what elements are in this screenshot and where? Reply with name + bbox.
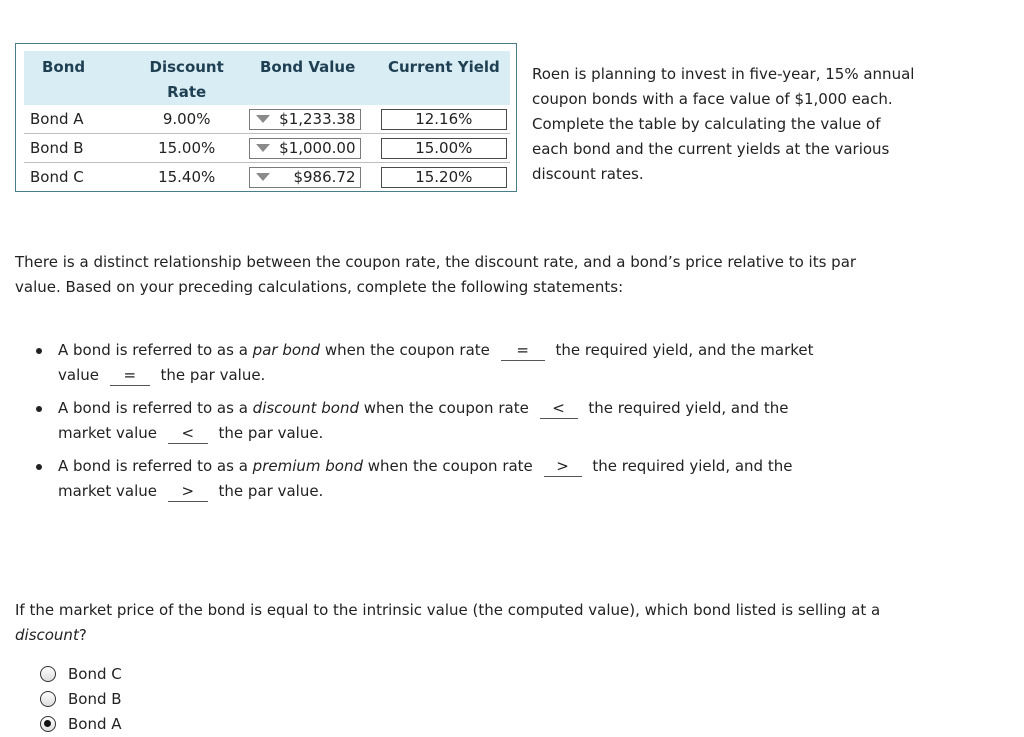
radio-button-icon[interactable] bbox=[40, 666, 56, 682]
bond-name-cell: Bond B bbox=[24, 134, 136, 163]
table-row bbox=[24, 134, 510, 163]
bond-value-amount: $1,000.00 bbox=[279, 139, 356, 157]
current-yield-cell bbox=[378, 163, 510, 192]
radio-label: Bond B bbox=[68, 689, 122, 708]
statement-term: par bond bbox=[252, 341, 321, 359]
question-body: If the market price of the bond is equal to the intrinsic value (the computed value), which bond listed is selling at a bbox=[15, 601, 881, 619]
discount-rate-cell: 15.40% bbox=[158, 168, 216, 186]
bond-value-amount: $1,233.38 bbox=[279, 110, 356, 128]
statement-term: premium bond bbox=[252, 457, 363, 475]
statement-text: when the coupon rate bbox=[362, 457, 533, 475]
bond-value-cell bbox=[238, 163, 378, 192]
bond-value-cell bbox=[238, 134, 378, 163]
statement-text: the required yield, and the market value bbox=[58, 457, 793, 500]
radio-option[interactable] bbox=[40, 686, 122, 711]
statement-text: the required yield, and the market value bbox=[58, 341, 814, 384]
radio-label: Bond C bbox=[68, 664, 122, 683]
discount-rate-cell: 9.00% bbox=[136, 105, 238, 134]
discount-rate-cell: 15.00% bbox=[136, 134, 238, 163]
header-bond-value: Bond Value bbox=[238, 51, 378, 105]
statement-text: when the coupon rate bbox=[320, 341, 490, 359]
comparison-select[interactable]: < bbox=[540, 398, 578, 419]
radio-button-icon[interactable] bbox=[40, 691, 56, 707]
table-row bbox=[24, 105, 510, 134]
bond-value-dropdown[interactable] bbox=[249, 167, 361, 188]
current-yield-input[interactable]: 12.16% bbox=[381, 109, 507, 130]
radio-option[interactable] bbox=[40, 661, 122, 686]
statement-item bbox=[30, 454, 830, 504]
bullet-icon bbox=[36, 406, 42, 412]
table-header-row bbox=[24, 51, 510, 105]
header-discount-rate: Discount Rate bbox=[136, 51, 238, 105]
bond-value-dropdown[interactable] bbox=[249, 138, 361, 159]
dropdown-arrow-icon bbox=[256, 115, 270, 123]
current-yield-input[interactable]: 15.00% bbox=[381, 138, 507, 159]
statement-text: A bond is referred to as a bbox=[58, 399, 253, 417]
comparison-select[interactable]: > bbox=[544, 456, 582, 477]
header-bond: Bond bbox=[24, 51, 136, 105]
bullet-icon bbox=[36, 464, 42, 470]
question-term: discount bbox=[15, 626, 79, 644]
statements-list bbox=[30, 338, 830, 512]
comparison-select[interactable]: > bbox=[168, 481, 208, 502]
answer-options bbox=[40, 661, 122, 736]
comparison-select[interactable]: = bbox=[110, 365, 150, 386]
current-yield-cell bbox=[378, 134, 510, 163]
radio-option[interactable] bbox=[40, 711, 122, 736]
bond-table bbox=[24, 51, 510, 191]
radio-button-selected-icon[interactable] bbox=[40, 716, 56, 732]
bond-value-amount: $986.72 bbox=[293, 168, 356, 186]
dropdown-arrow-icon bbox=[256, 173, 270, 181]
question-end: ? bbox=[78, 626, 87, 644]
statement-text: A bond is referred to as a bbox=[58, 341, 253, 359]
statement-text: A bond is referred to as a bbox=[58, 457, 253, 475]
bond-table-panel bbox=[15, 43, 517, 192]
radio-label: Bond A bbox=[68, 714, 122, 733]
statement-item bbox=[30, 338, 830, 388]
problem-description: Roen is planning to invest in five-year, 15% annual coupon bonds with a face value of $1,000 each. Complete the table by calculating the value of each bond and the current yields at the various discount rates. bbox=[532, 65, 915, 183]
comparison-select[interactable]: < bbox=[168, 423, 208, 444]
bond-name-cell: Bond A bbox=[24, 105, 136, 134]
statement-item bbox=[30, 396, 830, 446]
statement-text: the required yield, and the market value bbox=[58, 399, 789, 442]
statement-text: the par value. bbox=[160, 366, 266, 384]
table-row bbox=[24, 163, 510, 192]
header-current-yield: Current Yield bbox=[378, 51, 510, 105]
bullet-icon bbox=[36, 348, 42, 354]
dropdown-arrow-icon bbox=[256, 144, 270, 152]
statement-text: the par value. bbox=[218, 424, 324, 442]
bond-name-cell: Bond C bbox=[30, 168, 84, 186]
bond-value-dropdown[interactable] bbox=[249, 109, 361, 130]
statement-text: when the coupon rate bbox=[359, 399, 529, 417]
current-yield-input[interactable]: 15.20% bbox=[381, 167, 507, 188]
statement-text: the par value. bbox=[218, 482, 324, 500]
current-yield-cell bbox=[378, 105, 510, 134]
intro-paragraph: There is a distinct relationship between the coupon rate, the discount rate, and a bond’s price relative to its par value. Based on your preceding calculations, complete the following statements: bbox=[15, 253, 857, 296]
comparison-select[interactable]: = bbox=[501, 340, 545, 361]
statement-term: discount bond bbox=[252, 399, 359, 417]
bond-value-cell bbox=[238, 105, 378, 134]
question-text bbox=[15, 598, 915, 648]
